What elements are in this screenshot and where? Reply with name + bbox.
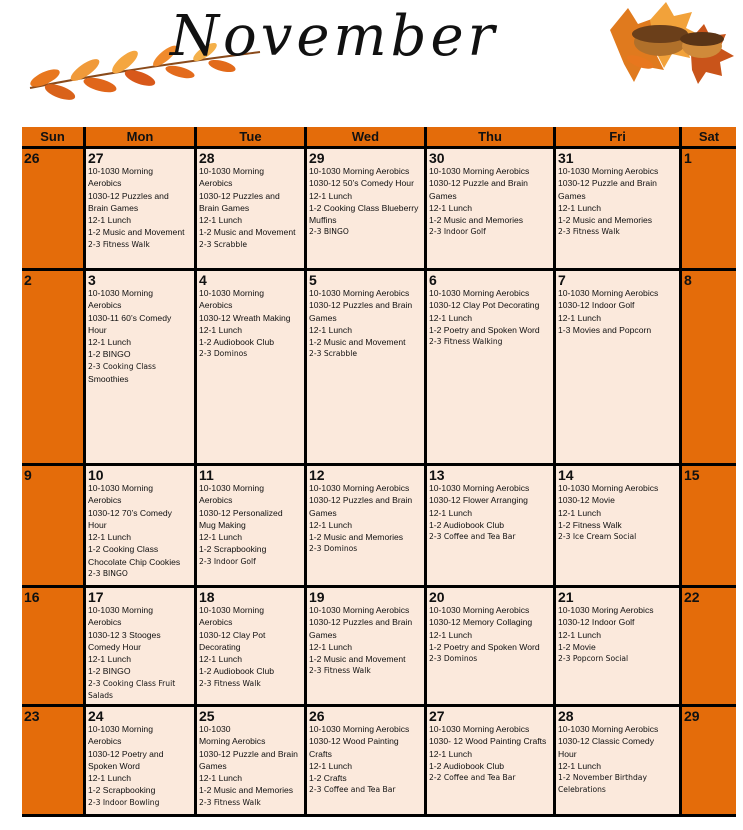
event-line: Hour — [558, 748, 577, 759]
event-line: 12-1 Lunch — [88, 337, 132, 348]
calendar-day-cell — [197, 149, 304, 268]
event-line: Mug Making — [199, 519, 246, 530]
day-number: 31 — [558, 150, 574, 166]
calendar-day-cell — [682, 271, 736, 463]
calendar-day-cell — [307, 707, 424, 814]
event-line: 10-1030 Morning — [199, 166, 264, 176]
event-line: 12-1 Lunch — [309, 190, 353, 201]
event-line: 12-1 Lunch — [429, 629, 473, 640]
event-line: 1-2 Music and Memories — [309, 532, 404, 543]
event-line: Hour — [88, 324, 107, 335]
event-line: 2-3 Scrabble — [309, 349, 358, 359]
calendar-day-cell — [86, 466, 194, 585]
month-title: November — [170, 4, 499, 69]
calendar-day-cell — [556, 466, 679, 585]
event-line: 10-1030 Morning Aerobics — [558, 724, 659, 734]
event-line: Brain Games — [88, 202, 139, 213]
event-line: 1-2 Music and Movement — [309, 337, 406, 348]
event-line: 12-1 Lunch — [199, 324, 243, 335]
event-line: 2-3 Dominos — [429, 654, 478, 664]
day-number: 7 — [558, 272, 566, 288]
event-line: 10-1030 Morning Aerobics — [429, 166, 530, 176]
day-number: 15 — [684, 467, 700, 483]
day-number: 28 — [199, 150, 215, 166]
event-line: 12-1 Lunch — [199, 654, 243, 665]
calendar-day-cell — [427, 588, 553, 704]
event-line: 1030-12 Movie — [558, 495, 615, 506]
event-line: 10-1030 Morning — [199, 605, 264, 615]
event-line: 1030-12 Puzzles and — [88, 190, 169, 201]
event-line: 1-2 Fitness Walk — [558, 519, 622, 530]
event-line: 1030-12 Personalized — [199, 507, 283, 518]
calendar-day-cell — [427, 466, 553, 585]
event-line: Games — [309, 312, 337, 323]
day-number: 25 — [199, 708, 215, 724]
weekday-header-sun: Sun — [22, 127, 83, 146]
calendar-day-cell — [427, 707, 553, 814]
event-line: 2-3 Fitness Walk — [558, 227, 620, 237]
event-line: 12-1 Lunch — [558, 629, 602, 640]
event-line: 2-3 Dominos — [309, 544, 358, 554]
event-line: 1030-12 Wood Painting — [309, 736, 399, 747]
day-number: 17 — [88, 589, 104, 605]
day-number: 24 — [88, 708, 104, 724]
event-line: 1030-12 Clay Pot Decorating — [429, 300, 540, 311]
calendar-day-cell — [197, 707, 304, 814]
event-line: 1030-12 70’s Comedy — [88, 507, 172, 518]
event-line: 10-1030 Morning — [88, 166, 153, 176]
day-number: 21 — [558, 589, 574, 605]
calendar-day-cell — [682, 588, 736, 704]
event-line: 1030-11 60’s Comedy — [88, 312, 172, 323]
event-line: 1-2 Audiobook Club — [199, 666, 275, 677]
event-line: 12-1 Lunch — [199, 532, 243, 543]
event-line: 12-1 Lunch — [88, 773, 132, 784]
day-number: 23 — [24, 708, 40, 724]
day-number: 14 — [558, 467, 574, 483]
event-line: Aerobics — [199, 617, 233, 628]
event-line: 12-1 Lunch — [309, 519, 353, 530]
day-number: 20 — [429, 589, 445, 605]
day-number: 18 — [199, 589, 215, 605]
event-line: 1-2 Music and Memories — [558, 215, 653, 226]
event-line: Brain Games — [199, 202, 250, 213]
calendar-day-cell — [197, 466, 304, 585]
day-number: 22 — [684, 589, 700, 605]
event-line: 10-1030 Morning Aerobics — [309, 605, 410, 615]
event-line: 10-1030 Morning Aerobics — [429, 724, 530, 734]
event-line: 1-2 BINGO — [88, 349, 131, 360]
event-line: 1-2 Movie — [558, 641, 596, 652]
event-line: 1030-12 Memory Collaging — [429, 617, 533, 628]
day-number: 13 — [429, 467, 445, 483]
event-line: 2-3 Fitness Walk — [309, 666, 371, 676]
event-line: 10-1030 Morning — [199, 288, 264, 298]
event-line: 1-2 Crafts — [309, 773, 347, 784]
event-line: 10-1030 — [199, 724, 231, 734]
event-line: 1030-12 Puzzles and Brain — [309, 495, 413, 506]
event-line: 1030- 12 Wood Painting Crafts — [429, 736, 547, 747]
weekday-header-thu: Thu — [427, 127, 553, 146]
event-line: 2-3 Fitness Walk — [199, 678, 261, 688]
calendar-grid — [22, 127, 736, 817]
event-line: 12-1 Lunch — [558, 507, 602, 518]
calendar-day-cell — [307, 588, 424, 704]
event-line: 10-1030 Morning Aerobics — [558, 483, 659, 493]
calendar-day-cell — [682, 149, 736, 268]
calendar-day-cell — [556, 588, 679, 704]
calendar-day-cell — [682, 466, 736, 585]
day-number: 30 — [429, 150, 445, 166]
day-number: 1 — [684, 150, 692, 166]
event-line: 10-1030 Morning Aerobics — [429, 605, 530, 615]
event-line: Muffins — [309, 215, 337, 226]
event-line: 1-2 Music and Memories — [199, 785, 294, 796]
event-line: 1030-12 Flower Arranging — [429, 495, 528, 506]
event-line: 1-2 Music and Movement — [199, 227, 296, 238]
weekday-header-sat: Sat — [682, 127, 736, 146]
calendar-day-cell — [86, 149, 194, 268]
event-line: 12-1 Lunch — [199, 773, 243, 784]
event-line: 1030-12 Indoor Golf — [558, 617, 635, 628]
event-line: 2-3 Indoor Golf — [199, 556, 256, 566]
event-line: 2-3 Cooking Class — [88, 361, 156, 371]
event-line: Aerobics — [88, 736, 122, 747]
event-line: 2-3 Scrabble — [199, 239, 248, 249]
calendar-day-cell — [556, 149, 679, 268]
day-number: 3 — [88, 272, 96, 288]
day-number: 5 — [309, 272, 317, 288]
event-line: 1-2 Audiobook Club — [429, 519, 505, 530]
event-line: 12-1 Lunch — [309, 760, 353, 771]
event-line: 2-3 BINGO — [309, 227, 349, 237]
day-number: 29 — [684, 708, 700, 724]
event-line: 12-1 Lunch — [558, 202, 602, 213]
weekday-header-tue: Tue — [197, 127, 304, 146]
event-line: Games — [558, 190, 586, 201]
event-line: 1030-12 50’s Comedy Hour — [309, 178, 414, 189]
calendar-day-cell — [307, 271, 424, 463]
day-number: 8 — [684, 272, 692, 288]
event-line: 1-2 Audiobook Club — [429, 760, 505, 771]
day-number: 9 — [24, 467, 32, 483]
event-line: 1030-12 Indoor Golf — [558, 300, 635, 311]
event-line: 1-2 Audiobook Club — [199, 337, 275, 348]
event-line: 1-2 Music and Memories — [429, 215, 524, 226]
event-line: 1-2 Poetry and Spoken Word — [429, 641, 540, 652]
day-number: 6 — [429, 272, 437, 288]
event-line: Hour — [88, 519, 107, 530]
event-line: 10-1030 Morning Aerobics — [429, 483, 530, 493]
weekday-header-fri: Fri — [556, 127, 679, 146]
event-line: 1-3 Movies and Popcorn — [558, 324, 652, 335]
event-line: 1030-12 Puzzle and Brain — [199, 748, 298, 759]
calendar-day-cell — [307, 466, 424, 585]
event-line: 2-3 Indoor Bowling — [88, 797, 160, 807]
event-line: Aerobics — [88, 495, 122, 506]
day-number: 29 — [309, 150, 325, 166]
event-line: 1030-12 Poetry and — [88, 748, 164, 759]
event-line: 10-1030 Moring Aerobics — [558, 605, 654, 615]
event-line: 2-3 Ice Cream Social — [558, 532, 637, 542]
calendar-day-cell — [427, 271, 553, 463]
event-line: 10-1030 Morning Aerobics — [309, 483, 410, 493]
event-line: 1030-12 Puzzle and Brain — [429, 178, 528, 189]
calendar-day-cell — [22, 149, 83, 268]
calendar-day-cell — [86, 588, 194, 704]
day-number: 11 — [199, 467, 214, 483]
event-line: 2-3 Cooking Class Fruit — [88, 678, 176, 688]
event-line: 12-1 Lunch — [199, 215, 243, 226]
event-line: 1030-12 Clay Pot — [199, 629, 266, 640]
weekday-header-mon: Mon — [86, 127, 194, 146]
event-line: Aerobics — [88, 178, 122, 189]
event-line: 1-2 Music and Movement — [88, 227, 185, 238]
event-line: Comedy Hour — [88, 641, 142, 652]
event-line: Games — [309, 629, 337, 640]
event-line: 10-1030 Morning Aerobics — [558, 166, 659, 176]
day-number: 27 — [88, 150, 104, 166]
event-line: 10-1030 Morning Aerobics — [558, 288, 659, 298]
event-line: 12-1 Lunch — [309, 324, 353, 335]
event-line: 10-1030 Morning — [88, 483, 153, 493]
event-line: 1-2 Scrapbooking — [199, 544, 267, 555]
event-line: 1-2 Cooking Class Blueberry — [309, 202, 419, 213]
event-line: 10-1030 Morning — [88, 605, 153, 615]
event-line: 1030-12 Puzzles and Brain — [309, 300, 413, 311]
calendar-day-cell — [197, 271, 304, 463]
event-line: 10-1030 Morning Aerobics — [309, 288, 410, 298]
event-line: 12-1 Lunch — [429, 312, 473, 323]
event-line: 12-1 Lunch — [88, 532, 132, 543]
calendar-day-cell — [22, 271, 83, 463]
event-line: 2-3 BINGO — [88, 569, 128, 579]
day-number: 19 — [309, 589, 325, 605]
event-line: 2-3 Fitness Walk — [199, 797, 261, 807]
event-line: Smoothies — [88, 374, 129, 385]
event-line: 12-1 Lunch — [429, 202, 473, 213]
event-line: 1-2 Scrapbooking — [88, 785, 156, 796]
calendar-day-cell — [307, 149, 424, 268]
weekday-header-wed: Wed — [307, 127, 424, 146]
event-line: Celebrations — [558, 785, 606, 795]
event-line: 12-1 Lunch — [429, 748, 473, 759]
event-line: 2-3 Coffee and Tea Bar — [309, 785, 396, 795]
event-line: 2-3 Fitness Walking — [429, 337, 503, 347]
calendar-day-cell — [22, 707, 83, 814]
event-line: 1-2 Cooking Class — [88, 544, 159, 555]
event-line: 2-3 Popcorn Social — [558, 654, 629, 664]
day-number: 28 — [558, 708, 574, 724]
calendar-day-cell — [22, 466, 83, 585]
event-line: 10-1030 Morning Aerobics — [309, 166, 410, 176]
event-line: 1030-12 Classic Comedy — [558, 736, 655, 747]
event-line: 10-1030 Morning — [199, 483, 264, 493]
event-line: 10-1030 Morning Aerobics — [309, 724, 410, 734]
event-line: 1030-12 Puzzles and — [199, 190, 280, 201]
event-line: Games — [429, 190, 457, 201]
day-number: 26 — [309, 708, 325, 724]
event-line: 12-1 Lunch — [429, 507, 473, 518]
event-line: Chocolate Chip Cookies — [88, 556, 181, 567]
event-line: 2-3 Dominos — [199, 349, 248, 359]
event-line: 2-3 Coffee and Tea Bar — [429, 532, 516, 542]
event-line: 10-1030 Morning — [88, 724, 153, 734]
event-line: Crafts — [309, 748, 332, 759]
event-line: 2-2 Coffee and Tea Bar — [429, 773, 516, 783]
event-line: 1-2 Music and Movement — [309, 654, 406, 665]
event-line: 1-2 November Birthday — [558, 773, 647, 783]
event-line: Games — [199, 760, 227, 771]
event-line: 12-1 Lunch — [88, 654, 132, 665]
day-number: 26 — [24, 150, 40, 166]
event-line: 12-1 Lunch — [309, 641, 353, 652]
event-line: 1030-12 Puzzles and Brain — [309, 617, 413, 628]
event-line: Aerobics — [199, 300, 233, 311]
event-line: 1-2 Poetry and Spoken Word — [429, 324, 540, 335]
day-number: 4 — [199, 272, 207, 288]
day-number: 27 — [429, 708, 445, 724]
event-line: 10-1030 Morning Aerobics — [429, 288, 530, 298]
event-line: 12-1 Lunch — [558, 312, 602, 323]
event-line: 12-1 Lunch — [558, 760, 602, 771]
day-number: 10 — [88, 467, 104, 483]
event-line: Aerobics — [88, 300, 122, 311]
day-number: 16 — [24, 589, 40, 605]
event-line: Salads — [88, 691, 114, 701]
event-line: Games — [309, 507, 337, 518]
calendar-day-cell — [427, 149, 553, 268]
calendar-day-cell — [682, 707, 736, 814]
calendar-day-cell — [86, 271, 194, 463]
event-line: Decorating — [199, 641, 241, 652]
event-line: Aerobics — [88, 617, 122, 628]
event-line: Aerobics — [199, 495, 233, 506]
calendar-day-cell — [86, 707, 194, 814]
day-number: 12 — [309, 467, 325, 483]
day-number: 2 — [24, 272, 32, 288]
event-line: 1030-12 Wreath Making — [199, 312, 291, 323]
event-line: 12-1 Lunch — [88, 215, 132, 226]
calendar-day-cell — [22, 588, 83, 704]
event-line: 1-2 BINGO — [88, 666, 131, 677]
calendar-day-cell — [197, 588, 304, 704]
event-line: Spoken Word — [88, 760, 140, 771]
event-line: 1030-12 Puzzle and Brain — [558, 178, 657, 189]
event-line: Aerobics — [199, 178, 233, 189]
event-line: 2-3 Fitness Walk — [88, 239, 150, 249]
event-line: Morning Aerobics — [199, 736, 266, 747]
calendar-day-cell — [556, 707, 679, 814]
event-line: 2-3 Indoor Golf — [429, 227, 486, 237]
event-line: 10-1030 Morning — [88, 288, 153, 298]
event-line: 1030-12 3 Stooges — [88, 629, 161, 640]
calendar-day-cell — [556, 271, 679, 463]
